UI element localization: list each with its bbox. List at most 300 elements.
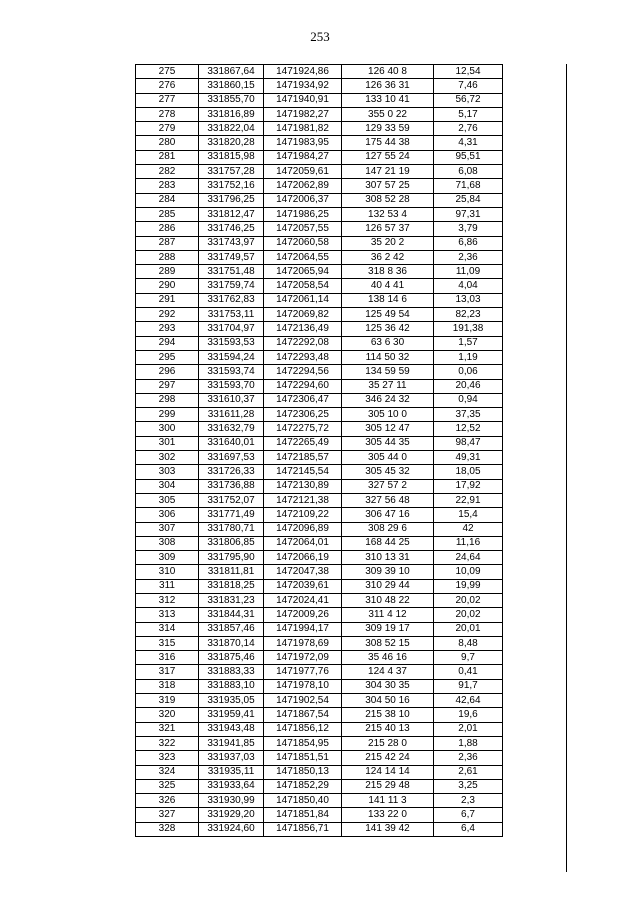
direction-angle-cell: 304 50 16 [342, 694, 434, 708]
y-coordinate-cell: 1472061,14 [264, 293, 342, 307]
direction-angle-cell: 310 48 22 [342, 593, 434, 607]
y-coordinate-cell: 1471856,12 [264, 722, 342, 736]
direction-angle-cell: 307 57 25 [342, 179, 434, 193]
direction-angle-cell: 40 4 41 [342, 279, 434, 293]
direction-angle-cell: 168 44 25 [342, 536, 434, 550]
y-coordinate-cell: 1471994,17 [264, 622, 342, 636]
table-row [136, 694, 503, 708]
distance-cell: 2,61 [434, 765, 503, 779]
point-number-cell: 311 [136, 579, 199, 593]
direction-angle-cell: 124 14 14 [342, 765, 434, 779]
y-coordinate-cell: 1471934,92 [264, 79, 342, 93]
distance-cell: 11,16 [434, 536, 503, 550]
point-number-cell: 295 [136, 350, 199, 364]
distance-cell: 15,4 [434, 508, 503, 522]
coordinates-table-body [136, 65, 503, 837]
distance-cell: 49,31 [434, 451, 503, 465]
table-row [136, 250, 503, 264]
y-coordinate-cell: 1472294,56 [264, 365, 342, 379]
y-coordinate-cell: 1472136,49 [264, 322, 342, 336]
point-number-cell: 319 [136, 694, 199, 708]
table-row [136, 551, 503, 565]
x-coordinate-cell: 331697,53 [199, 451, 264, 465]
distance-cell: 4,31 [434, 136, 503, 150]
table-row [136, 808, 503, 822]
y-coordinate-cell: 1471972,09 [264, 651, 342, 665]
y-coordinate-cell: 1471854,95 [264, 736, 342, 750]
direction-angle-cell: 125 36 42 [342, 322, 434, 336]
distance-cell: 0,94 [434, 393, 503, 407]
distance-cell: 98,47 [434, 436, 503, 450]
y-coordinate-cell: 1472130,89 [264, 479, 342, 493]
table-row [136, 193, 503, 207]
y-coordinate-cell: 1471856,71 [264, 822, 342, 836]
x-coordinate-cell: 331930,99 [199, 794, 264, 808]
x-coordinate-cell: 331935,05 [199, 694, 264, 708]
x-coordinate-cell: 331726,33 [199, 465, 264, 479]
direction-angle-cell: 327 56 48 [342, 493, 434, 507]
table-row [136, 422, 503, 436]
direction-angle-cell: 126 36 31 [342, 79, 434, 93]
x-coordinate-cell: 331806,85 [199, 536, 264, 550]
direction-angle-cell: 215 28 0 [342, 736, 434, 750]
point-number-cell: 307 [136, 522, 199, 536]
distance-cell: 5,17 [434, 107, 503, 121]
direction-angle-cell: 138 14 6 [342, 293, 434, 307]
distance-cell: 71,68 [434, 179, 503, 193]
direction-angle-cell: 126 40 8 [342, 65, 434, 79]
x-coordinate-cell: 331860,15 [199, 79, 264, 93]
y-coordinate-cell: 1472293,48 [264, 350, 342, 364]
table-row [136, 579, 503, 593]
point-number-cell: 299 [136, 408, 199, 422]
direction-angle-cell: 311 4 12 [342, 608, 434, 622]
y-coordinate-cell: 1472185,57 [264, 451, 342, 465]
table-row [136, 822, 503, 836]
y-coordinate-cell: 1472275,72 [264, 422, 342, 436]
direction-angle-cell: 309 39 10 [342, 565, 434, 579]
direction-angle-cell: 129 33 59 [342, 122, 434, 136]
x-coordinate-cell: 331883,33 [199, 665, 264, 679]
table-row [136, 479, 503, 493]
distance-cell: 37,35 [434, 408, 503, 422]
x-coordinate-cell: 331822,04 [199, 122, 264, 136]
direction-angle-cell: 132 53 4 [342, 207, 434, 221]
direction-angle-cell: 35 27 11 [342, 379, 434, 393]
distance-cell: 20,02 [434, 593, 503, 607]
x-coordinate-cell: 331875,46 [199, 651, 264, 665]
y-coordinate-cell: 1472306,25 [264, 408, 342, 422]
x-coordinate-cell: 331812,47 [199, 207, 264, 221]
point-number-cell: 289 [136, 265, 199, 279]
point-number-cell: 290 [136, 279, 199, 293]
distance-cell: 1,57 [434, 336, 503, 350]
distance-cell: 6,7 [434, 808, 503, 822]
direction-angle-cell: 125 49 54 [342, 308, 434, 322]
x-coordinate-cell: 331610,37 [199, 393, 264, 407]
distance-cell: 42 [434, 522, 503, 536]
y-coordinate-cell: 1471978,10 [264, 679, 342, 693]
table-row [136, 107, 503, 121]
direction-angle-cell: 308 52 15 [342, 636, 434, 650]
table-row [136, 651, 503, 665]
y-coordinate-cell: 1472059,61 [264, 165, 342, 179]
point-number-cell: 283 [136, 179, 199, 193]
distance-cell: 91,7 [434, 679, 503, 693]
direction-angle-cell: 305 10 0 [342, 408, 434, 422]
direction-angle-cell: 63 6 30 [342, 336, 434, 350]
table-row [136, 665, 503, 679]
direction-angle-cell: 133 10 41 [342, 93, 434, 107]
distance-cell: 6,4 [434, 822, 503, 836]
direction-angle-cell: 309 19 17 [342, 622, 434, 636]
direction-angle-cell: 215 40 13 [342, 722, 434, 736]
x-coordinate-cell: 331831,23 [199, 593, 264, 607]
x-coordinate-cell: 331593,53 [199, 336, 264, 350]
x-coordinate-cell: 331933,64 [199, 779, 264, 793]
distance-cell: 4,04 [434, 279, 503, 293]
distance-cell: 191,38 [434, 322, 503, 336]
point-number-cell: 312 [136, 593, 199, 607]
distance-cell: 24,64 [434, 551, 503, 565]
distance-cell: 2,3 [434, 794, 503, 808]
y-coordinate-cell: 1472109,22 [264, 508, 342, 522]
direction-angle-cell: 127 55 24 [342, 150, 434, 164]
point-number-cell: 310 [136, 565, 199, 579]
direction-angle-cell: 306 47 16 [342, 508, 434, 522]
y-coordinate-cell: 1472096,89 [264, 522, 342, 536]
direction-angle-cell: 141 39 42 [342, 822, 434, 836]
point-number-cell: 277 [136, 93, 199, 107]
distance-cell: 2,36 [434, 751, 503, 765]
table-row [136, 93, 503, 107]
point-number-cell: 303 [136, 465, 199, 479]
y-coordinate-cell: 1471982,27 [264, 107, 342, 121]
direction-angle-cell: 141 11 3 [342, 794, 434, 808]
y-coordinate-cell: 1472294,60 [264, 379, 342, 393]
point-number-cell: 324 [136, 765, 199, 779]
table-row [136, 451, 503, 465]
direction-angle-cell: 304 30 35 [342, 679, 434, 693]
distance-cell: 19,6 [434, 708, 503, 722]
direction-angle-cell: 35 20 2 [342, 236, 434, 250]
table-row [136, 79, 503, 93]
x-coordinate-cell: 331746,25 [199, 222, 264, 236]
x-coordinate-cell: 331844,31 [199, 608, 264, 622]
x-coordinate-cell: 331959,41 [199, 708, 264, 722]
x-coordinate-cell: 331594,24 [199, 350, 264, 364]
y-coordinate-cell: 1472006,37 [264, 193, 342, 207]
point-number-cell: 300 [136, 422, 199, 436]
point-number-cell: 278 [136, 107, 199, 121]
distance-cell: 25,84 [434, 193, 503, 207]
point-number-cell: 288 [136, 250, 199, 264]
table-row [136, 350, 503, 364]
distance-cell: 12,54 [434, 65, 503, 79]
table-row [136, 222, 503, 236]
distance-cell: 56,72 [434, 93, 503, 107]
margin-rule [566, 64, 567, 872]
y-coordinate-cell: 1471986,25 [264, 207, 342, 221]
table-row [136, 207, 503, 221]
x-coordinate-cell: 331704,97 [199, 322, 264, 336]
distance-cell: 95,51 [434, 150, 503, 164]
x-coordinate-cell: 331941,85 [199, 736, 264, 750]
x-coordinate-cell: 331736,88 [199, 479, 264, 493]
x-coordinate-cell: 331752,07 [199, 493, 264, 507]
direction-angle-cell: 308 29 6 [342, 522, 434, 536]
point-number-cell: 280 [136, 136, 199, 150]
point-number-cell: 286 [136, 222, 199, 236]
y-coordinate-cell: 1472306,47 [264, 393, 342, 407]
table-row [136, 65, 503, 79]
direction-angle-cell: 318 8 36 [342, 265, 434, 279]
x-coordinate-cell: 331753,11 [199, 308, 264, 322]
table-row [136, 336, 503, 350]
distance-cell: 6,86 [434, 236, 503, 250]
direction-angle-cell: 215 38 10 [342, 708, 434, 722]
point-number-cell: 328 [136, 822, 199, 836]
x-coordinate-cell: 331855,70 [199, 93, 264, 107]
x-coordinate-cell: 331743,97 [199, 236, 264, 250]
distance-cell: 20,46 [434, 379, 503, 393]
distance-cell: 17,92 [434, 479, 503, 493]
distance-cell: 0,41 [434, 665, 503, 679]
point-number-cell: 275 [136, 65, 199, 79]
x-coordinate-cell: 331943,48 [199, 722, 264, 736]
point-number-cell: 325 [136, 779, 199, 793]
point-number-cell: 302 [136, 451, 199, 465]
y-coordinate-cell: 1472069,82 [264, 308, 342, 322]
distance-cell: 9,7 [434, 651, 503, 665]
direction-angle-cell: 36 2 42 [342, 250, 434, 264]
table-row [136, 622, 503, 636]
x-coordinate-cell: 331593,74 [199, 365, 264, 379]
point-number-cell: 285 [136, 207, 199, 221]
x-coordinate-cell: 331929,20 [199, 808, 264, 822]
direction-angle-cell: 215 42 24 [342, 751, 434, 765]
point-number-cell: 279 [136, 122, 199, 136]
direction-angle-cell: 355 0 22 [342, 107, 434, 121]
y-coordinate-cell: 1471924,86 [264, 65, 342, 79]
distance-cell: 8,48 [434, 636, 503, 650]
table-row [136, 779, 503, 793]
point-number-cell: 298 [136, 393, 199, 407]
distance-cell: 19,99 [434, 579, 503, 593]
x-coordinate-cell: 331759,74 [199, 279, 264, 293]
point-number-cell: 292 [136, 308, 199, 322]
y-coordinate-cell: 1472039,61 [264, 579, 342, 593]
table-row [136, 265, 503, 279]
direction-angle-cell: 305 44 35 [342, 436, 434, 450]
point-number-cell: 317 [136, 665, 199, 679]
direction-angle-cell: 134 59 59 [342, 365, 434, 379]
x-coordinate-cell: 331632,79 [199, 422, 264, 436]
direction-angle-cell: 346 24 32 [342, 393, 434, 407]
y-coordinate-cell: 1472024,41 [264, 593, 342, 607]
point-number-cell: 308 [136, 536, 199, 550]
direction-angle-cell: 215 29 48 [342, 779, 434, 793]
y-coordinate-cell: 1471981,82 [264, 122, 342, 136]
y-coordinate-cell: 1471977,76 [264, 665, 342, 679]
y-coordinate-cell: 1471940,91 [264, 93, 342, 107]
y-coordinate-cell: 1471983,95 [264, 136, 342, 150]
point-number-cell: 327 [136, 808, 199, 822]
point-number-cell: 293 [136, 322, 199, 336]
table-row [136, 122, 503, 136]
x-coordinate-cell: 331611,28 [199, 408, 264, 422]
point-number-cell: 284 [136, 193, 199, 207]
table-row [136, 708, 503, 722]
x-coordinate-cell: 331757,28 [199, 165, 264, 179]
y-coordinate-cell: 1472009,26 [264, 608, 342, 622]
x-coordinate-cell: 331749,57 [199, 250, 264, 264]
table-row [136, 765, 503, 779]
point-number-cell: 297 [136, 379, 199, 393]
y-coordinate-cell: 1471850,40 [264, 794, 342, 808]
x-coordinate-cell: 331924,60 [199, 822, 264, 836]
direction-angle-cell: 305 45 32 [342, 465, 434, 479]
point-number-cell: 301 [136, 436, 199, 450]
table-row [136, 393, 503, 407]
x-coordinate-cell: 331796,25 [199, 193, 264, 207]
point-number-cell: 314 [136, 622, 199, 636]
point-number-cell: 282 [136, 165, 199, 179]
y-coordinate-cell: 1472121,38 [264, 493, 342, 507]
distance-cell: 42,64 [434, 694, 503, 708]
table-row [136, 722, 503, 736]
x-coordinate-cell: 331935,11 [199, 765, 264, 779]
table-row [136, 794, 503, 808]
table-row [136, 179, 503, 193]
direction-angle-cell: 305 44 0 [342, 451, 434, 465]
table-row [136, 636, 503, 650]
y-coordinate-cell: 1471851,51 [264, 751, 342, 765]
y-coordinate-cell: 1472292,08 [264, 336, 342, 350]
point-number-cell: 305 [136, 493, 199, 507]
point-number-cell: 318 [136, 679, 199, 693]
point-number-cell: 287 [136, 236, 199, 250]
distance-cell: 97,31 [434, 207, 503, 221]
x-coordinate-cell: 331752,16 [199, 179, 264, 193]
distance-cell: 12,52 [434, 422, 503, 436]
table-row [136, 608, 503, 622]
table-row [136, 593, 503, 607]
table-row [136, 736, 503, 750]
x-coordinate-cell: 331816,89 [199, 107, 264, 121]
table-row [136, 751, 503, 765]
point-number-cell: 281 [136, 150, 199, 164]
point-number-cell: 315 [136, 636, 199, 650]
table-row [136, 293, 503, 307]
direction-angle-cell: 124 4 37 [342, 665, 434, 679]
point-number-cell: 322 [136, 736, 199, 750]
x-coordinate-cell: 331593,70 [199, 379, 264, 393]
distance-cell: 0,06 [434, 365, 503, 379]
point-number-cell: 291 [136, 293, 199, 307]
point-number-cell: 306 [136, 508, 199, 522]
x-coordinate-cell: 331883,10 [199, 679, 264, 693]
x-coordinate-cell: 331818,25 [199, 579, 264, 593]
distance-cell: 2,76 [434, 122, 503, 136]
x-coordinate-cell: 331762,83 [199, 293, 264, 307]
y-coordinate-cell: 1472047,38 [264, 565, 342, 579]
distance-cell: 1,88 [434, 736, 503, 750]
y-coordinate-cell: 1472145,54 [264, 465, 342, 479]
direction-angle-cell: 114 50 32 [342, 350, 434, 364]
direction-angle-cell: 310 13 31 [342, 551, 434, 565]
y-coordinate-cell: 1472064,55 [264, 250, 342, 264]
table-row [136, 565, 503, 579]
point-number-cell: 326 [136, 794, 199, 808]
table-row [136, 365, 503, 379]
direction-angle-cell: 308 52 28 [342, 193, 434, 207]
point-number-cell: 313 [136, 608, 199, 622]
distance-cell: 13,03 [434, 293, 503, 307]
distance-cell: 2,01 [434, 722, 503, 736]
table-row [136, 436, 503, 450]
table-row [136, 165, 503, 179]
y-coordinate-cell: 1471851,84 [264, 808, 342, 822]
point-number-cell: 304 [136, 479, 199, 493]
y-coordinate-cell: 1472057,55 [264, 222, 342, 236]
table-row [136, 679, 503, 693]
point-number-cell: 321 [136, 722, 199, 736]
table-row [136, 322, 503, 336]
distance-cell: 20,02 [434, 608, 503, 622]
x-coordinate-cell: 331937,03 [199, 751, 264, 765]
x-coordinate-cell: 331867,64 [199, 65, 264, 79]
distance-cell: 6,08 [434, 165, 503, 179]
x-coordinate-cell: 331771,49 [199, 508, 264, 522]
y-coordinate-cell: 1472066,19 [264, 551, 342, 565]
table-row [136, 536, 503, 550]
y-coordinate-cell: 1472058,54 [264, 279, 342, 293]
y-coordinate-cell: 1471852,29 [264, 779, 342, 793]
point-number-cell: 294 [136, 336, 199, 350]
point-number-cell: 296 [136, 365, 199, 379]
page-number: 253 [310, 29, 330, 44]
point-number-cell: 323 [136, 751, 199, 765]
y-coordinate-cell: 1472062,89 [264, 179, 342, 193]
table-row [136, 465, 503, 479]
distance-cell: 18,05 [434, 465, 503, 479]
table-row [136, 493, 503, 507]
direction-angle-cell: 126 57 37 [342, 222, 434, 236]
distance-cell: 2,36 [434, 250, 503, 264]
distance-cell: 3,25 [434, 779, 503, 793]
point-number-cell: 316 [136, 651, 199, 665]
point-number-cell: 276 [136, 79, 199, 93]
point-number-cell: 320 [136, 708, 199, 722]
x-coordinate-cell: 331820,28 [199, 136, 264, 150]
table-row [136, 522, 503, 536]
y-coordinate-cell: 1472064,01 [264, 536, 342, 550]
point-number-cell: 309 [136, 551, 199, 565]
x-coordinate-cell: 331640,01 [199, 436, 264, 450]
distance-cell: 7,46 [434, 79, 503, 93]
y-coordinate-cell: 1471867,54 [264, 708, 342, 722]
distance-cell: 10,09 [434, 565, 503, 579]
distance-cell: 1,19 [434, 350, 503, 364]
direction-angle-cell: 305 12 47 [342, 422, 434, 436]
table-row [136, 279, 503, 293]
table-row [136, 379, 503, 393]
direction-angle-cell: 310 29 44 [342, 579, 434, 593]
table-row [136, 308, 503, 322]
y-coordinate-cell: 1471978,69 [264, 636, 342, 650]
direction-angle-cell: 147 21 19 [342, 165, 434, 179]
